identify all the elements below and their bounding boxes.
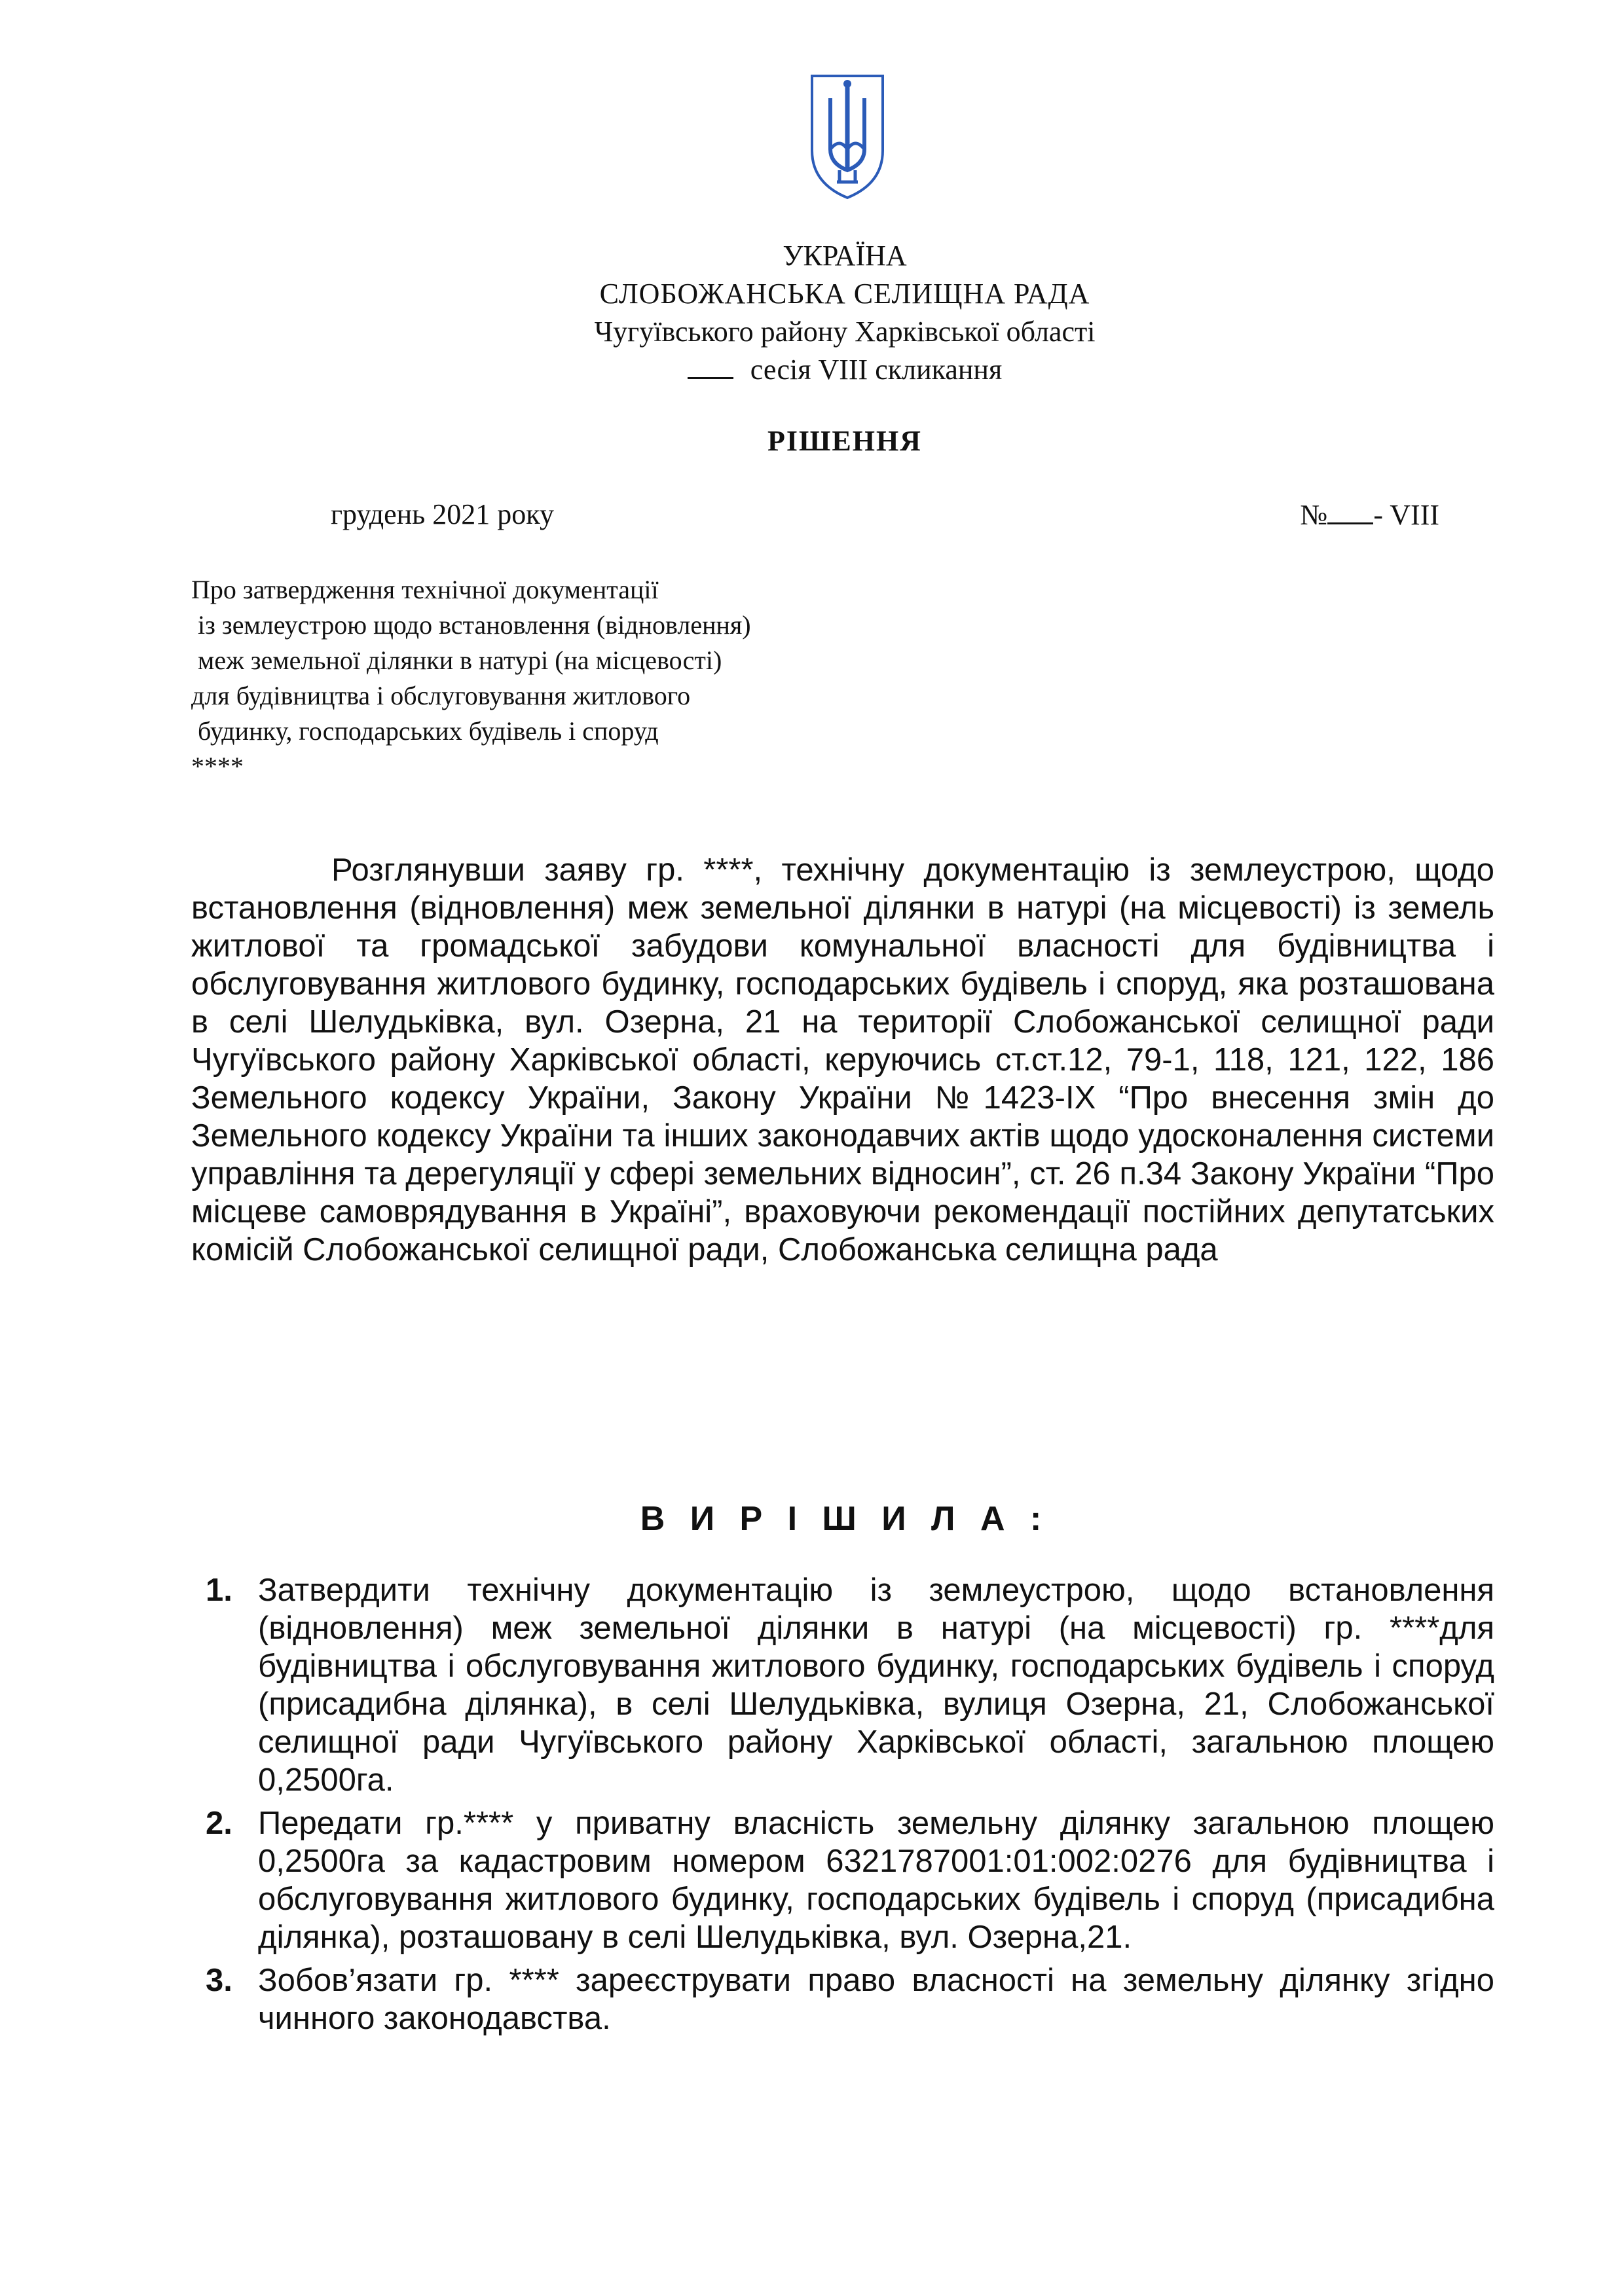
item-number: 2.: [206, 1806, 232, 1841]
decision-subject: [191, 572, 751, 784]
number-prefix: №: [1300, 499, 1328, 531]
session-number-blank: [688, 351, 733, 379]
subject-line: меж земельної ділянки в натурі (на місцевості): [191, 646, 722, 675]
subject-line: із землеустрою щодо встановлення (відновлення): [191, 610, 751, 640]
council-name: СЛОБОЖАНСЬКА СЕЛИЩНА РАДА: [599, 278, 1090, 310]
subject-line: будинку, господарських будівель і споруд: [191, 716, 659, 746]
country-name: УКРАЇНА: [783, 240, 907, 272]
decisions-list: [206, 1571, 1494, 2043]
subject-line: ****: [191, 752, 244, 781]
coat-of-arms-icon: [807, 72, 888, 200]
decision-item: [206, 1804, 1494, 1956]
item-number: 1.: [206, 1573, 232, 1608]
subject-line: для будівництва і обслуговування житлового: [191, 681, 691, 710]
item-text: Зобов’язати гр. **** зареєструвати право власності на земельну ділянку згідно чинного законодавства.: [258, 1963, 1494, 2036]
session-label: сесія VIII скликання: [750, 354, 1003, 386]
number-suffix: - VIII: [1373, 499, 1439, 531]
session-line: [0, 351, 1624, 389]
document-title: РІШЕННЯ: [767, 425, 922, 457]
decision-number: [1300, 498, 1439, 532]
preamble-paragraph: Розглянувши заяву гр. ****, технічну документацію із землеустрою, щодо встановлення (відновлення) меж земельної ділянки в натурі (на місцевості) із земель житлової та громадської забудови комунальної власності для будівництва і обслуговування житлового будинку, господарських будівель і споруд, яка розташована в селі Шелудьківка, вул. Озерна, 21 на території Слобожанської селищної ради Чугуївського району Харківської області, керуючись ст.ст.12, 79-1, 118, 121, 122, 186 Земельного кодексу України, Закону України №1423-ІХ “Про внесення змін до Земельного кодексу України та інших законодавчих актів щодо удосконалення системи управління та дерегуляції у сфері земельних відносин”, ст. 26 п.34 Закону України “Про місцеве самоврядування в Україні”, враховуючи рекомендації постійних депутатських комісій Слобожанської селищної ради, Слобожанська селищна рада: [191, 852, 1494, 1267]
item-number: 3.: [206, 1963, 232, 1998]
item-text: Передати гр.**** у приватну власність земельну ділянку загальною площею 0,2500га за кадастровим номером 6321787001:01:002:0276 для будівництва і обслуговування житлового будинку, господарських будівель і споруд (присадибна ділянка), розташовану в селі Шелудьківка, вул. Озерна,21.: [258, 1806, 1494, 1955]
decision-date: грудень 2021 року: [331, 498, 554, 530]
number-blank: [1327, 498, 1373, 524]
district-name: Чугуївського району Харківської області: [594, 316, 1096, 348]
decision-item: [206, 1961, 1494, 2037]
item-text: Затвердити технічну документацію із землеустрою, щодо встановлення (відновлення) меж земельної ділянки в натурі (на місцевості) гр. ****для будівництва і обслуговування житлового будинку, господарських будівель і споруд (присадибна ділянка), в селі Шелудьківка, вулиця Озерна, 21, Слобожанської селищної ради Чугуївського району Харківської області, загальною площею 0,2500га.: [258, 1573, 1494, 1798]
subject-line: Про затвердження технічної документації: [191, 575, 659, 604]
decision-item: [206, 1571, 1494, 1799]
decided-heading: В И Р І Ш И Л А :: [640, 1500, 1050, 1538]
